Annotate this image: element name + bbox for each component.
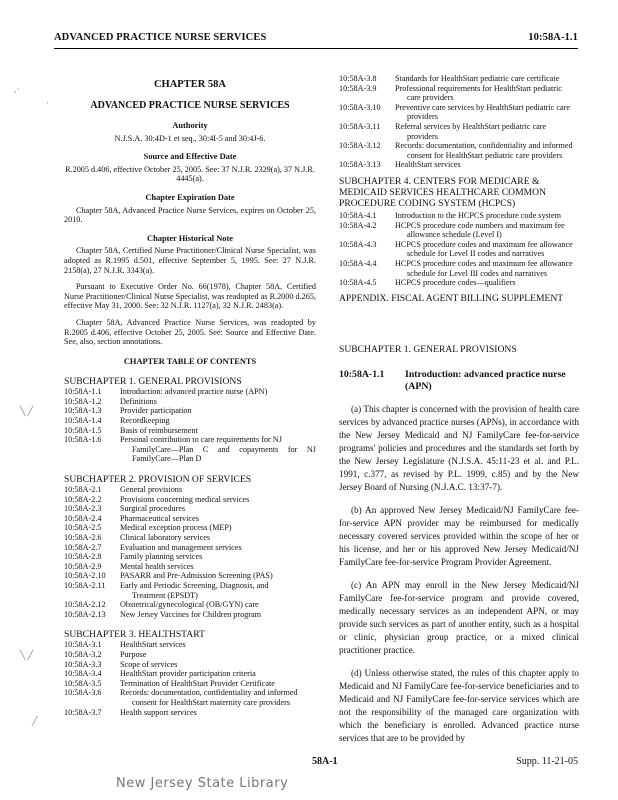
- toc-section-number: 10:58A-3.11: [339, 121, 381, 131]
- toc-section-number: 10:58A-1.5: [64, 425, 102, 435]
- toc-section-title: Personal contribution to care requirements for NJ FamilyCare—Plan C and copayments for NJ FamilyCare—Plan D: [120, 435, 316, 464]
- toc-section-number: 10:58A-4.5: [339, 278, 377, 288]
- rule-number: 10:58A-1.1: [339, 368, 385, 380]
- toc-section-number: 10:58A-2.3: [64, 504, 102, 514]
- source-heading: Source and Effective Date: [143, 152, 237, 162]
- rule-title: Introduction: advanced practice nurse (APN): [405, 368, 566, 392]
- subchapter-1-heading: SUBCHAPTER 1. GENERAL PROVISIONS: [339, 343, 517, 355]
- toc-section-number: 10:58A-2.8: [64, 552, 102, 562]
- toc-section-number: 10:58A-2.6: [64, 533, 102, 542]
- expiration-text: Chapter 58A, Advanced Practice Nurse Services, expires on October 25, 2010.: [64, 205, 316, 225]
- toc-section-number: 10:58A-2.4: [64, 513, 102, 523]
- toc-section-title: New Jersey Vaccines for Children program: [120, 609, 262, 619]
- history-paragraph: Chapter 58A, Certified Nurse Practitioner/Clinical Nurse Specialist, was adopted as R.1995 d.501, effective September 5, 1995. See: 27 N.J.R. 2158(a), 27 N.J.R. 3343(a).: [64, 246, 316, 275]
- toc-section-title: Health support services: [120, 707, 197, 717]
- toc-section-title-continued: Treatment (EPSDT): [132, 590, 198, 600]
- toc-section-title: Scope of services: [120, 659, 178, 669]
- toc-section-title: HealthStart services: [395, 160, 461, 170]
- toc-section-title: HCPCS procedure codes and maximum fee allowance schedule for Level III codes and narratives: [395, 259, 579, 278]
- header-section: 10:58A-1.1: [528, 32, 578, 43]
- toc-section-number: 10:58A-1.3: [64, 406, 102, 416]
- toc-section-title: Purpose: [120, 649, 147, 659]
- toc-section-number: 10:58A-4.1: [339, 210, 377, 220]
- history-heading: Chapter Historical Note: [147, 233, 233, 243]
- paragraph-d: (d) Unless otherwise stated, the rules of this chapter apply to Medicaid and NJ FamilyCare fee-for-service beneficiaries and to Medicaid and NJ FamilyCare fee-for-service services which are not the responsibility of the managed care organization with which the beneficiary is enrolled. Advanced practice nurse services that are to be provided by: [339, 667, 579, 743]
- toc-right-a: [339, 74, 579, 170]
- margin-mark: ,·: [14, 84, 20, 94]
- toc-section-number: 10:58A-3.10: [339, 102, 381, 112]
- toc-subchapter-heading: SUBCHAPTER 2. PROVISION OF SERVICES: [64, 474, 252, 486]
- supplement-date: Supp. 11-21-05: [516, 756, 578, 767]
- toc-section-title: Medical exception process (MEP): [120, 523, 232, 533]
- toc-section-title-continued: schedule for Level III codes and narratives: [407, 268, 548, 278]
- toc-section-title: Provider participation: [120, 406, 192, 416]
- toc-section-title: Professional requirements for HealthStart pediatric care providers: [395, 84, 579, 103]
- toc-section-number: 10:58A-2.13: [64, 609, 106, 619]
- toc-section-number: 10:58A-2.7: [64, 542, 102, 552]
- toc-section-title: HCPCS procedure codes and maximum fee allowance schedule for Level II codes and narratives: [395, 240, 579, 259]
- toc-section-title: Recordkeeping: [120, 416, 170, 426]
- toc-subchapter-heading: SUBCHAPTER 3. HEALTHSTART: [64, 629, 205, 641]
- margin-mark: ·: [46, 98, 49, 108]
- toc-section-title: Preventive care services by HealthStart pediatric care providers: [395, 103, 579, 122]
- toc-section-title: Obstetrical/gynecological (OB/GYN) care: [120, 600, 259, 610]
- toc-section-number: 10:58A-2.1: [64, 485, 102, 495]
- toc-section-number: 10:58A-1.2: [64, 396, 102, 406]
- toc-section-number: 10:58A-2.10: [64, 571, 106, 581]
- toc-section-number: 10:58A-4.2: [339, 220, 377, 230]
- toc-section-title: Introduction: advanced practice nurse (APN): [120, 387, 268, 397]
- toc-section-title: Early and Periodic Screening, Diagnosis, and Treatment (EPSDT): [120, 581, 316, 600]
- paragraph-b: (b) An approved New Jersey Medicaid/NJ FamilyCare fee-for-service APN provider may be reimbursed for medically necessary covered services provided within the scope of her or his license, and her or his approved New Jersey Medicaid/NJ FamilyCare fee-for-service Program Provider Agreement.: [339, 504, 579, 567]
- toc-section-number: 10:58A-3.5: [64, 678, 102, 688]
- appendix-heading: APPENDIX. FISCAL AGENT BILLING SUPPLEMENT: [339, 292, 564, 304]
- toc-section-title: Clinical laboratory services: [120, 533, 211, 542]
- toc-section-title: Standards for HealthStart pediatric care certificate: [395, 74, 560, 83]
- subchapter-4-heading: SUBCHAPTER 4. CENTERS FOR MEDICARE & MEDICAID SERVICES HEALTHCARE COMMON PROCEDURE CODING SYSTEM (HCPCS): [339, 175, 547, 209]
- paragraph-a: (a) This chapter is concerned with the provision of health care services by advanced practice nurses (APNs), in accordance with the New Jersey Medicaid and NJ FamilyCare fee-for-service programs' policies and procedures and the standards set forth by the New Jersey Legislature (N.J.S.A. 45:11-23 et al. and P.L. 1991, c.377, as revised by P.L. 1999, c.85) and by the New Jersey Board of Nursing (N.J.A.C. 13:37-7).: [339, 403, 579, 492]
- running-header: [54, 30, 578, 49]
- toc-section-number: 10:58A-4.3: [339, 239, 377, 249]
- toc-section-title: HCPCS procedure codes—qualifiers: [395, 278, 516, 288]
- paragraph-c: (c) An APN may enroll in the New Jersey Medicaid/NJ FamilyCare fee-for-service program and provide covered, medically necessary services as an independent APN, or may provide such services as part of another entity, such as a hospital or clinic, physician group practice, or a mixed clinical practitioner practice.: [339, 579, 579, 655]
- toc-section-number: 10:58A-3.4: [64, 669, 102, 679]
- rule-heading: [339, 369, 579, 393]
- toc-section-title: Definitions: [120, 396, 157, 406]
- margin-mark: ╱: [32, 716, 38, 726]
- toc-section-title: Mental health services: [120, 561, 194, 571]
- library-watermark: New Jersey State Library: [116, 776, 289, 791]
- toc-section-title-continued: FamilyCare—Plan C and copayments for NJ FamilyCare—Plan D: [132, 444, 316, 464]
- history-paragraph: Pursuant to Executive Order No. 66(1978), Chapter 58A, Certified Nurse Practitioner/Clinical Nurse Specialist, was readopted as R.2000 d.265, effective May 31, 2000. See: 32 N.J.R. 1127(a), 32 N.J.R. 2483(a).: [64, 282, 316, 311]
- toc-section-number: 10:58A-2.9: [64, 561, 102, 571]
- toc-section-title-continued: providers: [407, 131, 438, 141]
- source-text: R.2005 d.406, effective October 25, 2005. See: 37 N.J.R. 2329(a), 37 N.J.R. 4445(a).: [65, 164, 315, 184]
- authority-heading: Authority: [172, 121, 208, 130]
- chapter-title: ADVANCED PRACTICE NURSE SERVICES: [90, 100, 290, 111]
- toc-section-number: 10:58A-1.6: [64, 435, 102, 445]
- toc-section-title: Records: documentation, confidentiality and informed consent for HealthStart maternity care providers: [120, 688, 316, 707]
- toc-section-title: General provisions: [120, 485, 183, 495]
- toc-section-number: 10:58A-2.11: [64, 580, 106, 590]
- toc-section-title-continued: consent for HealthStart pediatric care providers: [407, 150, 563, 160]
- expiration-heading: Chapter Expiration Date: [145, 192, 235, 202]
- toc-section-title: Introduction to the HCPCS procedure code system: [395, 210, 561, 220]
- toc-section-number: 10:58A-3.9: [339, 83, 377, 93]
- toc-section-number: 10:58A-3.13: [339, 160, 381, 170]
- toc-section-number: 10:58A-3.12: [339, 141, 381, 151]
- toc-section-number: 10:58A-3.2: [64, 649, 102, 659]
- toc-section-title-continued: providers: [407, 112, 438, 122]
- toc-section-title: Basis of reimbursement: [120, 425, 198, 435]
- toc-list: [64, 485, 316, 619]
- header-title: ADVANCED PRACTICE NURSE SERVICES: [54, 32, 267, 43]
- toc-section-number: 10:58A-3.1: [64, 640, 102, 650]
- toc-section-title: Evaluation and management services: [120, 542, 242, 552]
- toc-section-title: Surgical procedures: [120, 504, 186, 514]
- toc-section-title: Records: documentation, confidentiality and informed consent for HealthStart pediatric care providers: [395, 141, 579, 160]
- toc-section-number: 10:58A-2.5: [64, 523, 102, 533]
- toc-section-title-continued: schedule for Level II codes and narratives: [407, 249, 545, 259]
- toc-section-number: 10:58A-3.3: [64, 659, 102, 669]
- toc-section-title-continued: care providers: [407, 93, 454, 103]
- toc-section-number: 10:58A-2.12: [64, 600, 106, 610]
- toc-section-title: HCPCS procedure code numbers and maximum fee allowance schedule (Level I): [395, 221, 579, 240]
- toc-section-title: Provisions concerning medical services: [120, 494, 250, 504]
- toc-list: [64, 640, 316, 717]
- toc-right-b: [339, 211, 579, 288]
- toc-section-title-continued: consent for HealthStart maternity care providers: [132, 697, 291, 707]
- toc-section-number: 10:58A-1.4: [64, 416, 102, 426]
- page-number: 58A-1: [312, 756, 338, 767]
- margin-mark: ╲ ╱: [20, 650, 34, 660]
- toc-section-title: Family planning services: [120, 552, 203, 562]
- toc-section-number: 10:58A-3.7: [64, 707, 102, 717]
- toc-section-number: 10:58A-2.2: [64, 494, 102, 504]
- toc-left: [64, 376, 316, 717]
- toc-section-number: 10:58A-3.6: [64, 688, 102, 698]
- toc-section-title-continued: allowance schedule (Level I): [407, 230, 502, 240]
- toc-section-title: HealthStart provider participation criteria: [120, 669, 256, 679]
- toc-section-number: 10:58A-1.1: [64, 387, 102, 397]
- toc-subchapter-heading: SUBCHAPTER 1. GENERAL PROVISIONS: [64, 376, 242, 388]
- left-column: [64, 74, 316, 717]
- margin-mark: ╲ ╱: [20, 406, 34, 416]
- authority-text: N.J.S.A. 30:4D-1 et seq., 30:4I-5 and 30:4J-6.: [114, 133, 266, 143]
- toc-section-number: 10:58A-3.8: [339, 74, 377, 83]
- chapter-number: CHAPTER 58A: [153, 79, 227, 90]
- history-paragraph: Chapter 58A, Advanced Practice Nurse Services, was readopted by R.2005 d.406, effective October 25, 2005. See: Source and Effective Date. See, also, section annotations.: [64, 317, 316, 347]
- toc-section-title: Pharmaceutical services: [120, 513, 199, 523]
- toc-section-number: 10:58A-4.4: [339, 258, 377, 268]
- toc-section-title: PASARR and Pre-Admission Screening (PAS): [120, 571, 273, 581]
- toc-section-title: Referral services by HealthStart pediatric care providers: [395, 122, 579, 141]
- toc-section-title: Termination of HealthStart Provider Certificate: [120, 678, 275, 688]
- toc-heading: CHAPTER TABLE OF CONTENTS: [123, 356, 257, 366]
- toc-section-title: HealthStart services: [120, 640, 186, 650]
- toc-list: [64, 387, 316, 464]
- right-column: [339, 74, 579, 745]
